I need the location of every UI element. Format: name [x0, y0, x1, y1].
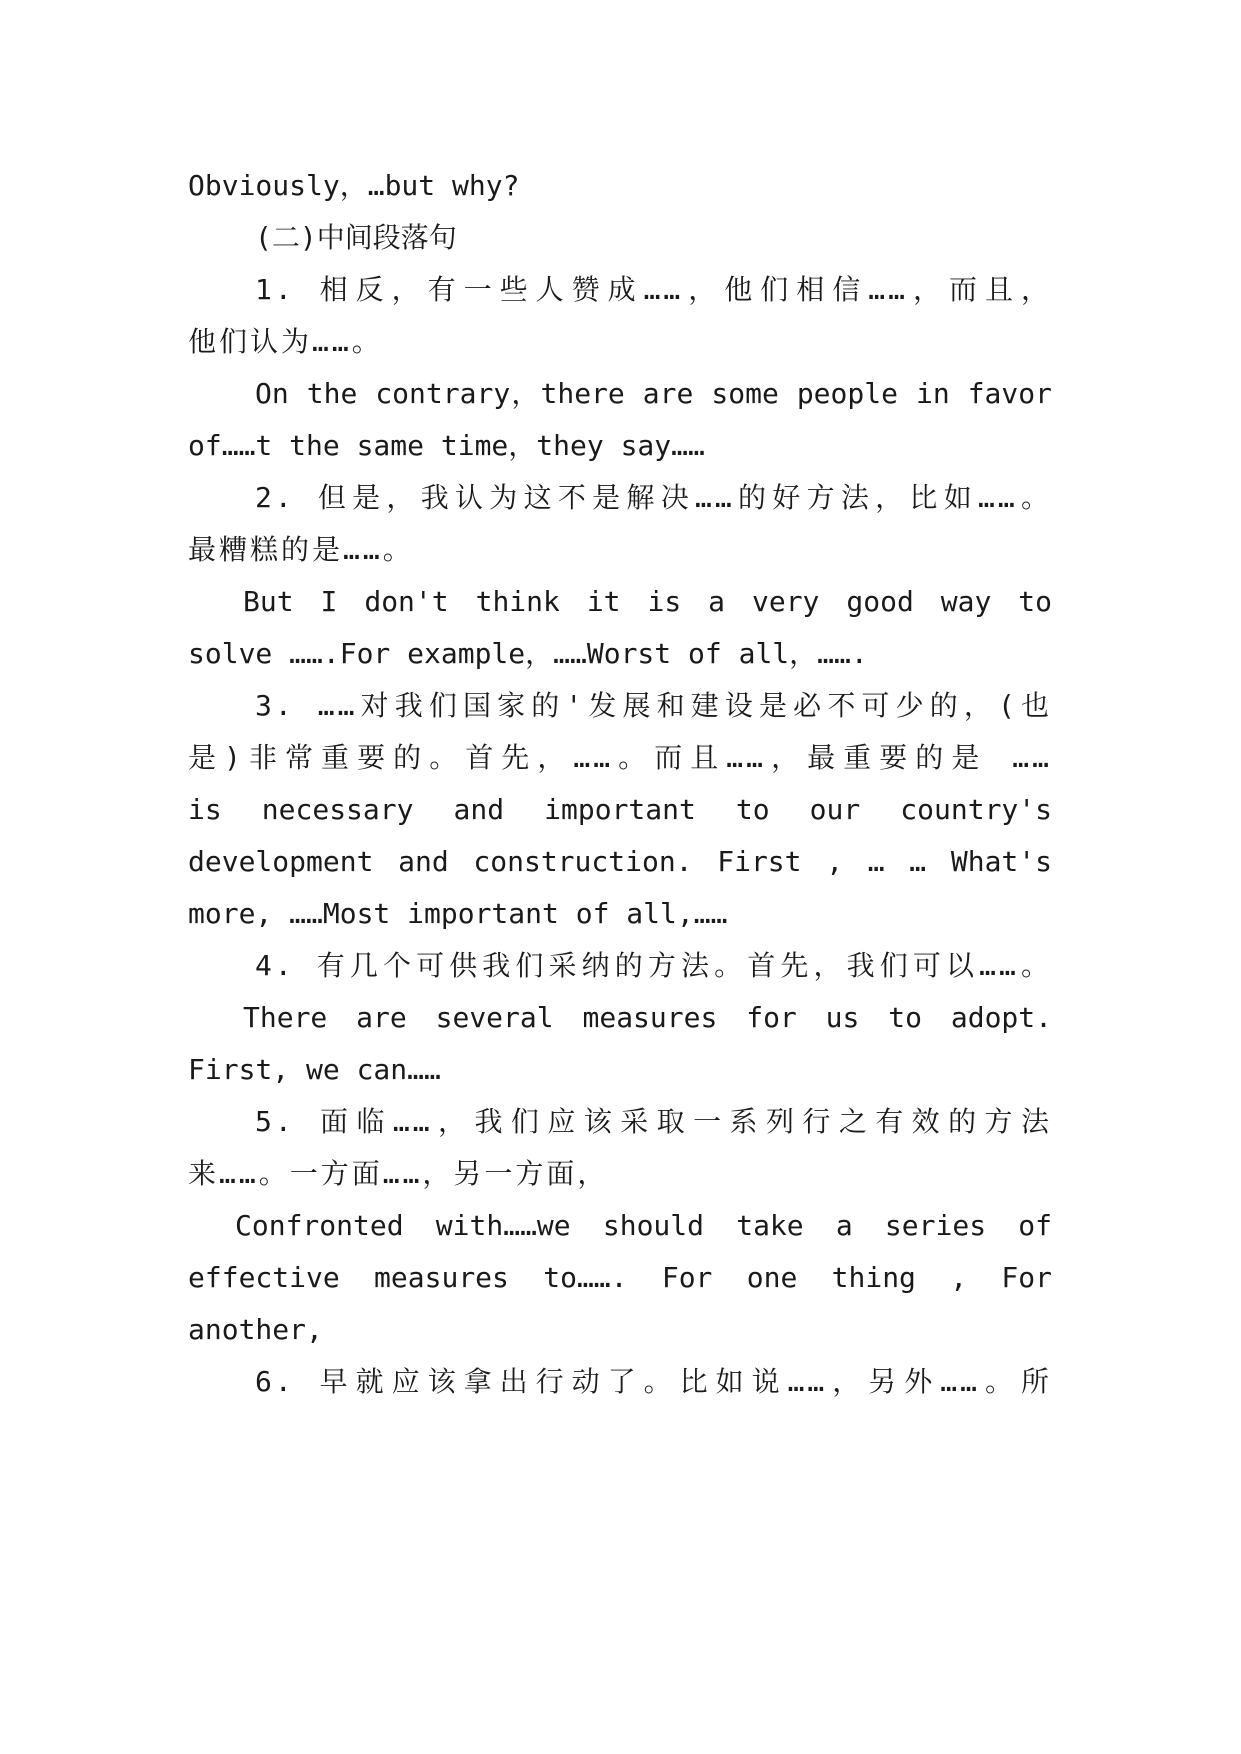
- text-line: There are several measures for us to adopt.: [243, 1001, 1052, 1034]
- text-line: 1. 相反，有一些人赞成……，他们相信……，而且，: [255, 273, 1052, 306]
- text-line: First, we can……: [188, 1053, 441, 1086]
- text-line: of……t the same time，they say……: [188, 429, 705, 462]
- text-line: On the contrary，there are some people in favor: [255, 377, 1052, 410]
- text-line: But I don't think it is a very good way to: [243, 585, 1052, 618]
- text-line: effective measures to……. For one thing , For: [188, 1261, 1052, 1294]
- text-line: 3. ……对我们国家的'发展和建设是必不可少的，(也: [255, 689, 1052, 722]
- text-line: 4. 有几个可供我们采纳的方法。首先，我们可以……。: [255, 949, 1052, 982]
- text-line: solve …….For example，……Worst of all，…….: [188, 637, 868, 670]
- text-line: is necessary and important to our country's: [188, 793, 1052, 826]
- text-line: 2. 但是，我认为这不是解决……的好方法，比如……。: [255, 481, 1052, 514]
- text-line: 来……。一方面……，另一方面，: [188, 1157, 609, 1190]
- text-line: 6. 早就应该拿出行动了。比如说……，另外……。所: [255, 1365, 1052, 1398]
- text-line: 是)非常重要的。首先，……。而且……，最重要的是 ……: [188, 741, 1052, 774]
- text-line: Obviously，…but why?: [188, 169, 520, 202]
- text-line: Confronted with……we should take a series of: [235, 1209, 1052, 1242]
- text-line: more, ……Most important of all,……: [188, 897, 728, 930]
- text-line: 最糟糕的是……。: [188, 533, 414, 566]
- text-line: 他们认为……。: [188, 325, 383, 358]
- text-line: development and construction. First , … … What's: [188, 845, 1052, 878]
- text-line: another,: [188, 1313, 323, 1346]
- section-heading: (二)中间段落句: [255, 221, 457, 254]
- text-line: 5. 面临……，我们应该采取一系列行之有效的方法: [255, 1105, 1052, 1138]
